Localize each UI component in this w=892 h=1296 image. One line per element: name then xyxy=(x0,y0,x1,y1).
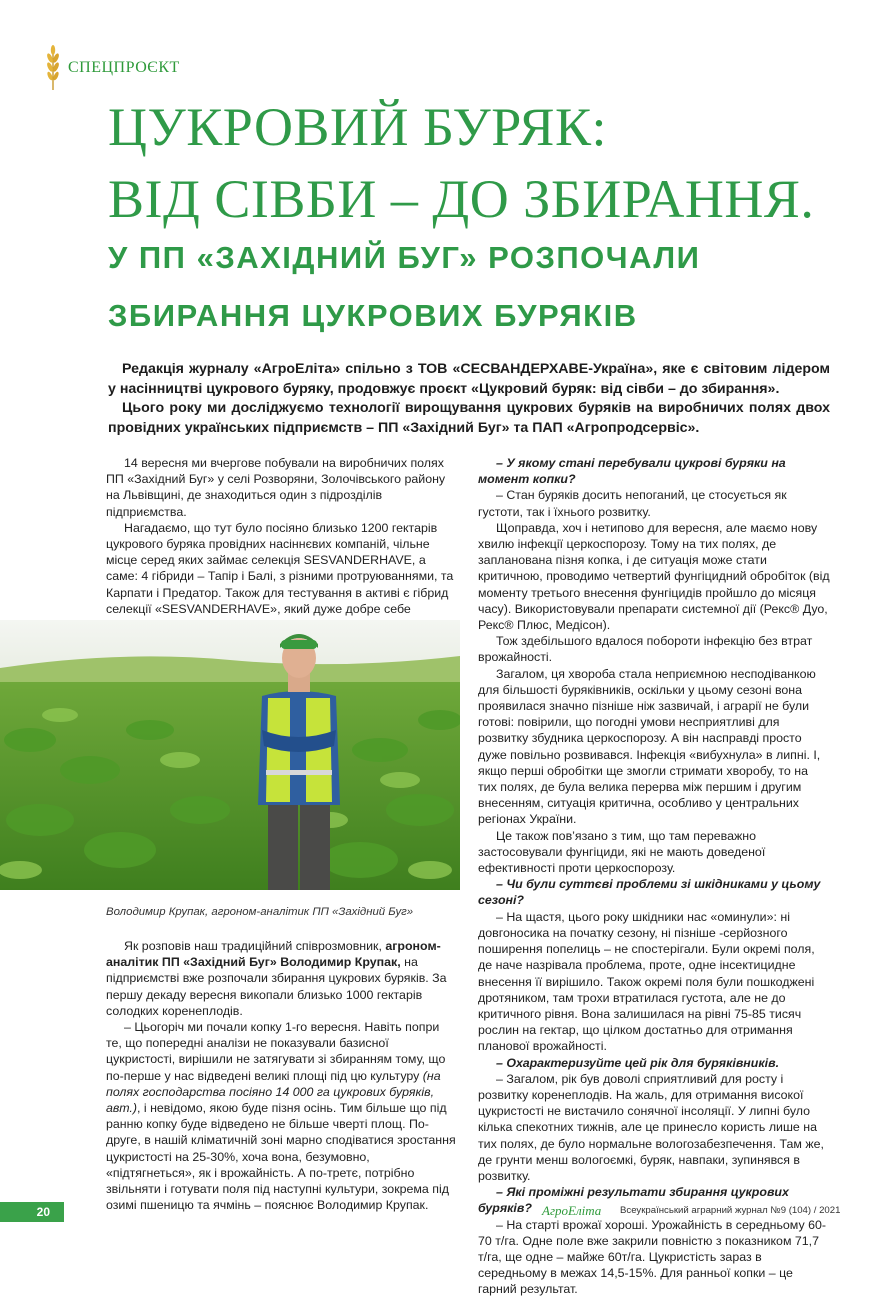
magazine-logo: АгроЕліта xyxy=(542,1203,602,1218)
interviewee-name: агроном-аналітик ПП «Західний Буг» Володимир Крупак, xyxy=(106,939,441,970)
headline-line-1: ЦУКРОВИЙ БУРЯК: xyxy=(108,97,607,157)
agronomist-photo xyxy=(0,620,460,890)
body-paragraph: Нагадаємо, що тут було посіяно близько 1200 гектарів цукрового буряка провідних насіннєвих компаній, чільне місце серед яких займає селекція SESVANDERHAVE, а саме: 4 гібриди – Тапір і Балі, з різними протруюваннями, та Карпати і Предатор. Також для тестування в активі є гібрид селекції «SESVANDERHAVE», який дуже добре себе xyxy=(106,520,454,616)
section-tag xyxy=(44,44,180,90)
right-column xyxy=(478,455,830,1296)
left-column-bottom xyxy=(106,938,458,1213)
magazine-issue: Всеукраїнський аграрний журнал №9 (104) / 2021 xyxy=(620,1205,841,1216)
interview-answer: – Стан буряків досить непоганий, це стосується як густоти, так і їхнього розвитку. xyxy=(478,488,787,519)
body-paragraph xyxy=(106,938,458,1019)
body-text: – Цьогоріч ми почали копку 1-го вересня. Навіть попри те, що попередні аналізи не показували базисної цукристості, вирішили не затягувати зі збиранням тому, що по-перше у нас відведені великі площі під цю культуру xyxy=(106,1020,446,1083)
interview-answer: Щоправда, хоч і нетипово для вересня, але маємо нову хвилю інфекції церкоспорозу. Тому на тих полях, де запланована пізня копка, і де ситуація може стати критичною, проводимо четвертий фунгіцидний обробіток (від моменту третього внесення фунгіцидів пройшло до місяця часу). Використовували препарати системної дії (Рекс® Дуо, Рекс® Плюс, Медісон). xyxy=(478,520,830,633)
interview-question: – Чи були суттєві проблеми зі шкідниками у цьому сезоні? xyxy=(478,877,821,908)
wheat-icon xyxy=(44,44,62,90)
interview-question: – Які проміжні результати збирання цукрових буряків? xyxy=(478,1185,789,1216)
interview-answer: – На щастя, цього року шкідники нас «оминули»: ні довгоносика на початку сезону, ні пізніше -серйозного поширення попелиць – не спостерігали. Були окремі поля, де наче назрівала проблема, проте, одне інсектицидне внесення її вирішило. Також окремі поля були пошкоджені дротяником, там трохи втратилася густота, але не до критичного рівня. Вона залишилася на рівні 75-85 тисяч рослин на гектар, що цілком достатньо для отримання планової врожайності. xyxy=(478,909,815,1054)
interview-answer: Загалом, ця хвороба стала неприємною несподіванкою для більшості буряківників, оскільки у цьому сезоні вона проявилася значно пізніше ніж зазвичай, і аграрії не були готові: повірили, що погодні умови несприятливі для розвитку збудника церкоспорозу. А він насправді просто дуже повільно розвивався. Інфекція «вибухнула» в липні. І, якщо перші обробітки ще змогли стримати хворобу, то на тих полях, де була велика перерва між першим і другим внесенням, ситуація критична, особливо у центральних регіонах України. xyxy=(478,666,821,827)
page-number: 20 xyxy=(0,1202,64,1222)
photo-caption: Володимир Крупак, агроном-аналітик ПП «Західний Буг» xyxy=(106,906,414,918)
body-paragraph: 14 вересня ми вчергове побували на виробничих полях ПП «Західний Буг» у селі Розворяни, Золочівського району на Львівщині, де знаходиться один з підрозділів підприємства. xyxy=(106,456,446,519)
interview-question: – У якому стані перебували цукрові буряки на момент копки? xyxy=(478,456,786,487)
lead-paragraph xyxy=(108,360,830,438)
interview-answer: – На старті врожаї хороші. Урожайність в середньому 60-70 т/га. Одне поле вже закрили повністю з показником 71,7 т/га, ще одне – майже 60т/га. Цукристість зараз в середньому в межах 14,5-15%. Для ранньої копки – це гарний результат. xyxy=(478,1217,826,1296)
interview-answer: Тож здебільшого вдалося побороти інфекцію без втрат врожайності. xyxy=(478,634,813,665)
interview-answer: Це також пов’язано з тим, що там переважно застосовували фунгіциди, які не мають доведеної ефективності проти церкоспорозу. xyxy=(478,828,766,876)
left-column-top xyxy=(106,455,458,633)
author-note: (на полях господарства посіяно 14 000 га цукрових буряків, авт.) xyxy=(106,1068,441,1116)
lead-text-1: Редакція журналу «АгроЕліта» спільно з ТОВ «СЕСВАНДЕРХАВЕ-Україна», яке є світовим лідером у насінництві цукрового буряку, продовжує проєкт «Цукровий буряк: від сівби – до збирання». xyxy=(108,361,830,397)
body-text: Як розповів наш традиційний співрозмовник, xyxy=(124,939,386,953)
body-paragraph xyxy=(106,1019,458,1213)
headline-line-2: ВІД СІВБИ – ДО ЗБИРАННЯ. xyxy=(108,169,815,229)
interview-answer: – Загалом, рік був доволі сприятливий для росту і розвитку коренеплодів. На жаль, для отримання високої цукристості не вистачило сонячної інсоляції. У липні було кілька спекотних тижнів, але це принесло користь лише на тих полях, де було нормальне вологозабезпечення. Там же, де грунти менш вологоємкі, буряк, навпаки, зупинявся в розвитку. xyxy=(478,1071,824,1183)
lead-text-2: Цього року ми досліджуємо технології вирощування цукрових буряків на виробничих полях двох провідних українських підприємств – ПП «Західний Буг» та ПАП «Агропродсервіс». xyxy=(108,400,830,436)
subheadline-line-2: ЗБИРАННЯ ЦУКРОВИХ БУРЯКІВ xyxy=(108,298,638,333)
interview-question: – Охарактеризуйте цей рік для буряківників. xyxy=(496,1055,780,1070)
body-text: , і невідомо, якою буде пізня осінь. Тим більше що під ранню копку буде відведено не більше чверті площ. По-друге, в нашій кліматичній зоні марно сподіватися зростання цукристості на 25-30%, хоча вона, безумовно, «підтягнеться», як і врожайність. А по-третє, потрібно звільняти і готувати поля під наступні культури, зокрема під озимі пшеницю та ячмінь – пояснює Володимир Крупак. xyxy=(106,1101,456,1213)
body-text: на підприємстві вже розпочали збирання цукрових буряків. За першу декаду вересня викопали близько 1000 гектарів солодких коренеплодів. xyxy=(106,955,447,1018)
section-label: СПЕЦПРОЄКТ xyxy=(68,59,180,76)
subheadline-line-1: У ПП «ЗАХІДНИЙ БУГ» РОЗПОЧАЛИ xyxy=(108,240,701,275)
